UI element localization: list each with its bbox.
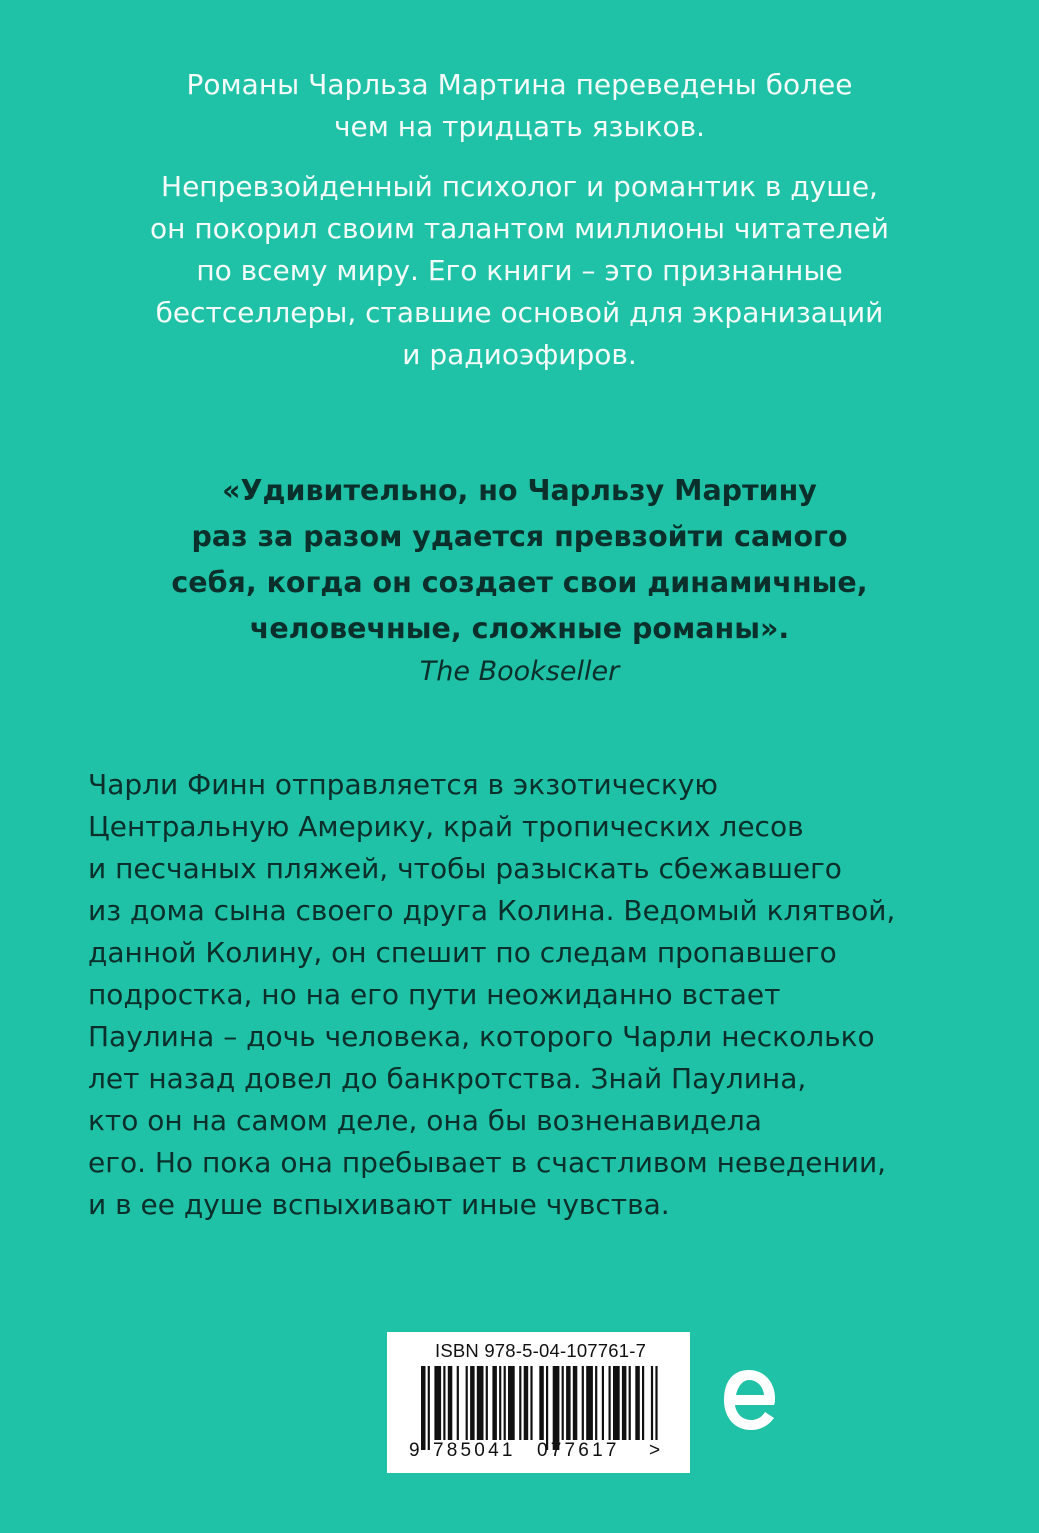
barcode-bar: [609, 1366, 611, 1440]
description-line: данной Колину, он спешит по следам пропавшего: [88, 936, 837, 969]
barcode-bar: [622, 1366, 627, 1440]
barcode-bar: [519, 1366, 521, 1440]
barcode-bar: [539, 1366, 544, 1440]
description-line: его. Но пока она пребывает в счастливом неведении,: [88, 1146, 887, 1179]
barcode-bar: [642, 1366, 644, 1440]
barcode-bar: [524, 1366, 529, 1440]
text-line: чем на тридцать языков.: [333, 110, 705, 143]
description-line: кто он на самом деле, она бы возненавидела: [88, 1104, 762, 1137]
description-line: Паулина – дочь человека, которого Чарли несколько: [88, 1020, 875, 1053]
barcode-bar: [573, 1366, 578, 1440]
barcode-left-group: 785041: [433, 1440, 516, 1461]
barcode-first-digit: 9: [409, 1440, 420, 1461]
text-line: он покорил своим талантом миллионы читателей: [150, 212, 889, 245]
barcode-bar: [477, 1366, 484, 1440]
barcode-bar: [635, 1366, 640, 1440]
barcode-bar: [586, 1366, 593, 1440]
review-quote: [60, 468, 979, 692]
barcode-bar: [434, 1366, 441, 1440]
quote-line: себя, когда он создает свои динамичные,: [171, 566, 868, 599]
text-line: бестселлеры, ставшие основой для экранизаций: [155, 296, 884, 329]
barcode-bar: [655, 1366, 657, 1440]
description-line: и в ее душе вспыхивают иные чувства.: [88, 1188, 670, 1221]
description-line: Центральную Америку, край тропических лесов: [88, 810, 804, 843]
quote-line: человечные, сложные романы».: [249, 612, 790, 645]
barcode-bar: [651, 1366, 653, 1440]
text-line: и радиоэфиров.: [402, 338, 637, 371]
barcode-bar: [504, 1366, 506, 1440]
barcode-end-marker: >: [649, 1440, 661, 1461]
barcode-bar: [428, 1366, 430, 1450]
barcode-bar: [499, 1366, 501, 1440]
barcode-bar: [629, 1366, 631, 1440]
barcode-panel: [387, 1332, 690, 1473]
quote-source: The Bookseller: [419, 656, 620, 687]
barcode-bar: [486, 1366, 488, 1440]
barcode-digits: [387, 1440, 690, 1466]
barcode-bar: [457, 1366, 459, 1440]
description-line: Чарли Финн отправляется в экзотическую: [88, 768, 718, 801]
barcode-bar: [595, 1366, 597, 1440]
barcode-bar: [470, 1366, 475, 1440]
barcode-bar: [553, 1366, 560, 1450]
description-line: лет назад довел до банкротства. Знай Паулина,: [88, 1062, 807, 1095]
intro-block: [60, 64, 979, 394]
barcode-bar: [530, 1366, 532, 1440]
barcode-bar: [466, 1366, 468, 1440]
text-line: по всему миру. Его книги – это признанные: [196, 254, 843, 287]
eksmo-logo-icon: [718, 1364, 780, 1436]
intro-paragraph-1: [60, 64, 979, 148]
text-line: Романы Чарльза Мартина переведены более: [186, 68, 853, 101]
quote-line: «Удивительно, но Чарльзу Мартину: [222, 474, 817, 507]
barcode-bar: [508, 1366, 515, 1440]
description-line: и песчаных пляжей, чтобы разыскать сбежавшего: [88, 852, 842, 885]
barcode-bar: [602, 1366, 604, 1440]
barcode-bar: [613, 1366, 620, 1440]
barcode-bar: [582, 1366, 584, 1440]
description-line: подростка, но на его пути неожиданно встает: [88, 978, 781, 1011]
barcode-bar: [421, 1366, 426, 1450]
intro-paragraph-2: [60, 166, 979, 376]
barcode-bar: [546, 1366, 548, 1450]
description-line: из дома сына своего друга Колина. Ведомый клятвой,: [88, 894, 896, 927]
barcode-right-group: 077617: [537, 1440, 620, 1461]
barcode-bar: [566, 1366, 571, 1440]
quote-line: раз за разом удается превзойти самого: [191, 520, 848, 553]
book-description: [88, 764, 988, 1226]
barcode-bar: [448, 1366, 453, 1440]
isbn-label: ISBN 978-5-04-107761-7: [435, 1340, 647, 1361]
text-line: Непревзойденный психолог и романтик в душе,: [161, 170, 878, 203]
barcode-bar: [443, 1366, 445, 1440]
barcode-bar: [492, 1366, 497, 1440]
barcode-bar: [562, 1366, 564, 1440]
